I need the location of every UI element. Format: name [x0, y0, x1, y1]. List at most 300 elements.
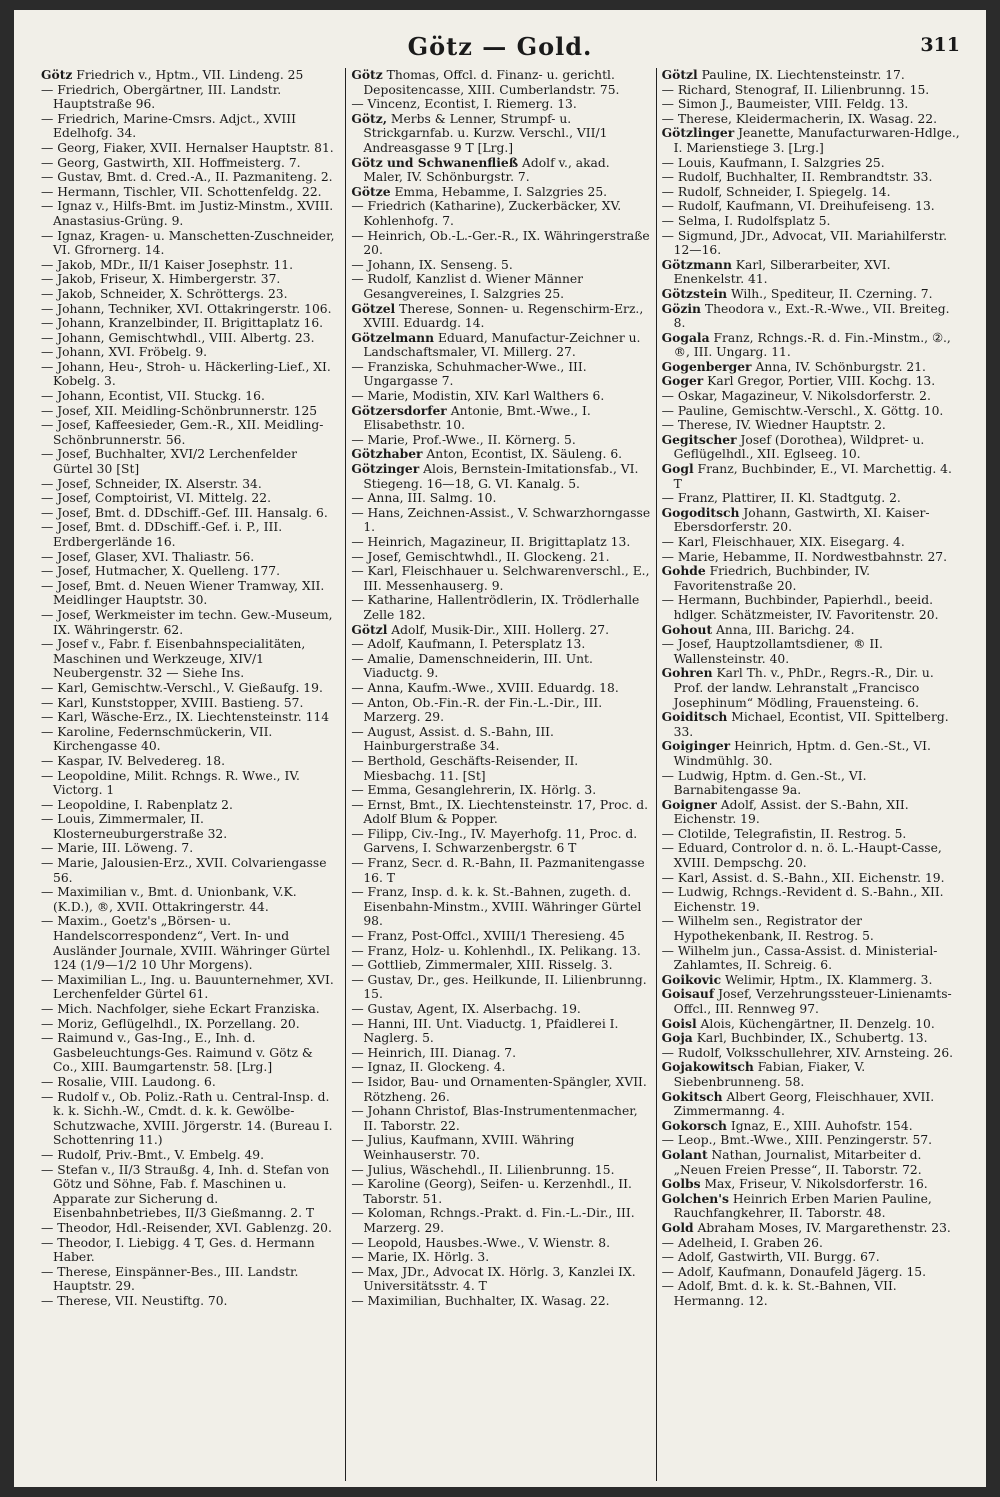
entry-text: — August, Assist. d. S.-Bahn, III. Hainburgerstraße 34.	[351, 724, 554, 754]
entry-text: — Amalie, Damenschneiderin, III. Unt. Viaductg. 9.	[351, 651, 593, 681]
entry-surname: Gogoditsch	[661, 504, 740, 520]
directory-entry	[351, 389, 650, 404]
directory-entry	[351, 856, 650, 885]
directory-entry	[662, 491, 961, 506]
entry-surname: Gold	[661, 1219, 694, 1235]
entry-text: — Anton, Ob.-Fin.-R. der Fin.-L.-Dir., III. Marzerg. 29.	[351, 695, 603, 725]
directory-entry	[662, 798, 961, 827]
entry-surname: Götze	[351, 183, 391, 199]
directory-entry	[351, 783, 650, 798]
entry-surname: Gokorsch	[661, 1117, 727, 1133]
directory-entry	[351, 1046, 650, 1061]
directory-entry	[351, 1236, 650, 1251]
entry-surname: Götzlinger	[661, 125, 735, 141]
entry-text: Karl Gregor, Portier, VIII. Kochg. 13.	[703, 374, 936, 389]
entry-text: — Karoline (Georg), Seifen- u. Kerzenhdl., II. Taborstr. 51.	[351, 1177, 632, 1206]
entry-text: — Leopold, Hausbes.-Wwe., V. Wienstr. 8.	[351, 1235, 611, 1250]
directory-entry	[351, 885, 650, 929]
entry-text: — Karl, Fleischhauer, XIX. Eisegarg. 4.	[661, 535, 905, 549]
directory-entry	[662, 885, 961, 914]
directory-entry	[662, 769, 961, 798]
entry-text: Michael, Econtist, VII. Spittelberg. 33.	[673, 710, 949, 739]
directory-entry	[662, 418, 961, 433]
entry-text: — Ludwig, Rchngs.-Revident d. S.-Bahn., XII. Eichenstr. 19.	[661, 885, 944, 914]
directory-entry	[662, 550, 961, 565]
entry-surname: Götz,	[351, 110, 387, 126]
directory-entry	[662, 185, 961, 200]
entry-text: — Friedrich (Katharine), Zuckerbäcker, XV. Kohlenhofg. 7.	[351, 199, 622, 228]
entry-text: — Richard, Stenograf, II. Lilienbrunng. 15.	[661, 82, 930, 97]
entry-text: — Ignaz, II. Glockeng. 4.	[351, 1060, 506, 1075]
entry-text: — Rudolf, Schneider, I. Spiegelg. 14.	[661, 184, 891, 199]
entry-text: — Maxim., Goetz's „Börsen- u. Handelscorrespondenz“, Vert. In- und Ausländer Journale, XVIII. Währinger Gürtel 124 (1/9—1/2 10 Uhr Morgens).	[41, 914, 330, 973]
entry-text: — Josef, Glaser, XVI. Thaliastr. 56.	[41, 549, 255, 564]
entry-text: — Karl, Wäsche-Erz., IX. Liechtensteinstr. 114	[41, 710, 330, 725]
directory-entry	[41, 491, 340, 506]
entry-text: — Katharine, Hallentrödlerin, IX. Trödlerhalle Zelle 182.	[351, 593, 640, 622]
entry-text: — Jakob, Schneider, X. Schröttergs. 23.	[41, 286, 288, 301]
directory-entry	[662, 170, 961, 185]
entry-text: — Josef, Schneider, IX. Alserstr. 34.	[41, 476, 262, 491]
directory-entry	[41, 1265, 340, 1294]
entry-surname: Gegitscher	[661, 431, 737, 447]
directory-entry	[662, 623, 961, 638]
entry-text: — Hans, Zeichnen-Assist., V. Schwarzhorngasse 1.	[351, 505, 651, 535]
entry-text: — Josef, Werkmeister im techn. Gew.-Museum, IX. Währingerstr. 62.	[41, 607, 333, 637]
directory-entry	[662, 83, 961, 98]
directory-entry	[662, 637, 961, 666]
directory-entry	[41, 973, 340, 1002]
directory-entry	[351, 1206, 650, 1235]
entry-text: — Therese, VII. Neustiftg. 70.	[41, 1293, 228, 1308]
directory-entry	[662, 1221, 961, 1236]
entry-text: — Rudolf v., Ob. Poliz.-Rath u. Central-Insp. d. k. k. Sichh.-W., Cmdt. d. k. k. Gewölbe-Schutzwache, XVIII. Jörgerstr. 14. (Bureau I. Schottenring 11.)	[41, 1089, 333, 1148]
directory-entry	[41, 83, 340, 112]
directory-entry	[662, 564, 961, 593]
directory-entry	[351, 593, 650, 622]
entry-text: Anna, III. Barichg. 24.	[712, 622, 855, 637]
entry-text: — Moriz, Geflügelhdl., IX. Porzellang. 20.	[41, 1016, 300, 1031]
entry-text: Alois, Bernstein-Imitationsfab., VI. Stiegeng. 16—18, G. VI. Kanalg. 5.	[363, 462, 639, 491]
entry-text: Anna, IV. Schönburgstr. 21.	[751, 359, 926, 374]
directory-entry	[351, 1075, 650, 1104]
entry-text: — Gustav, Dr., ges. Heilkunde, II. Lilienbrunng. 15.	[351, 972, 647, 1002]
directory-entry	[662, 1177, 961, 1192]
entry-text: Alois, Küchengärtner, II. Denzelg. 10.	[696, 1016, 935, 1031]
directory-entry	[41, 229, 340, 258]
directory-entry	[41, 112, 340, 141]
directory-entry	[351, 827, 650, 856]
entry-surname: Götz	[41, 68, 73, 82]
entry-text: — Gottlieb, Zimmermaler, XIII. Risselg. 3.	[351, 958, 613, 973]
entry-surname: Götzhaber	[351, 446, 423, 462]
entry-surname: Götzinger	[351, 461, 420, 477]
directory-entry	[41, 404, 340, 419]
directory-entry	[41, 506, 340, 521]
entry-surname: Golbs	[661, 1176, 701, 1192]
entry-text: — Josef, Hauptzollamtsdiener, ® II. Wallensteinstr. 40.	[661, 637, 883, 666]
directory-entry	[41, 914, 340, 972]
entry-text: — Wilhelm jun., Cassa-Assist. d. Ministerial-Zahlamtes, II. Schreig. 6.	[661, 943, 938, 973]
entry-text: Franz, Rchngs.-R. d. Fin.-Minstm., ②., ®, III. Ungarg. 11.	[673, 330, 951, 360]
directory-entry	[351, 681, 650, 696]
entry-text: — Filipp, Civ.-Ing., IV. Mayerhofg. 11, Proc. d. Garvens, I. Schwarzenbergstr. 6 T	[351, 826, 638, 856]
directory-entry	[662, 841, 961, 870]
entry-surname: Götzl	[351, 621, 388, 637]
directory-entry	[41, 520, 340, 549]
entry-text: — Johann, Heu-, Stroh- u. Häckerling-Lief., XI. Kobelg. 3.	[41, 359, 331, 389]
entry-text: Wilh., Spediteur, II. Czerning. 7.	[727, 286, 933, 301]
directory-entry	[662, 535, 961, 550]
directory-entry	[351, 272, 650, 301]
entry-text: Friedrich, Buchbinder, IV. Favoritenstraße 20.	[673, 564, 871, 593]
directory-entry	[351, 506, 650, 535]
entry-text: — Josef, XII. Meidling-Schönbrunnerstr. 125	[41, 403, 318, 418]
directory-entry	[41, 389, 340, 404]
directory-entry	[41, 696, 340, 711]
directory-entry	[41, 1090, 340, 1148]
entry-text: Heinrich, Hptm. d. Gen.-St., VI. Windmühlg. 30.	[673, 739, 931, 768]
directory-entry	[351, 1250, 650, 1265]
directory-entry	[351, 944, 650, 959]
directory-entry	[351, 302, 650, 331]
directory-entry	[662, 1279, 961, 1308]
directory-entry	[662, 506, 961, 535]
entry-text: — Heinrich, Ob.-L.-Ger.-R., IX. Währingerstraße 20.	[351, 228, 650, 258]
entry-text: — Therese, Einspänner-Bes., III. Landstr. Hauptstr. 29.	[41, 1264, 299, 1294]
entry-text: Max, Friseur, V. Nikolsdorferstr. 16.	[700, 1177, 928, 1192]
entry-text: — Marie, III. Löweng. 7.	[41, 841, 194, 856]
directory-entry	[351, 1104, 650, 1133]
entry-text: Adolf, Assist. der S.-Bahn, XII. Eichenstr. 19.	[673, 797, 909, 827]
directory-entry	[662, 871, 961, 886]
entry-text: Abraham Moses, IV. Margarethenstr. 23.	[693, 1220, 951, 1235]
directory-entry	[41, 68, 340, 83]
directory-entry	[351, 156, 650, 185]
directory-entry	[41, 725, 340, 754]
entry-text: — Jakob, Friseur, X. Himbergerstr. 37.	[41, 272, 281, 287]
entry-text: — Selma, I. Rudolfsplatz 5.	[661, 213, 831, 228]
directory-entry	[351, 623, 650, 638]
directory-entry	[351, 185, 650, 200]
entry-text: — Gustav, Agent, IX. Alserbachg. 19.	[351, 1002, 581, 1016]
entry-text: — Adelheid, I. Graben 26.	[661, 1235, 823, 1250]
entry-text: — Koloman, Rchngs.-Prakt. d. Fin.-L.-Dir., III. Marzerg. 29.	[351, 1206, 635, 1235]
directory-entry	[41, 447, 340, 476]
entry-text: Therese, Sonnen- u. Regenschirm-Erz., XVIII. Eduardg. 14.	[363, 301, 644, 331]
directory-entry	[351, 112, 650, 156]
running-head: Götz — Gold.	[407, 32, 593, 61]
entry-text: — Johann, Gemischtwhdl., VIII. Albertg. 23.	[41, 330, 315, 345]
entry-text: Friedrich v., Hptm., VII. Lindeng. 25	[72, 68, 304, 82]
directory-entry	[41, 1002, 340, 1017]
entry-text: — Josef, Gemischtwhdl., II. Glockeng. 21.	[351, 549, 610, 564]
directory-columns	[36, 68, 966, 1481]
entry-text: Theodora v., Ext.-R.-Wwe., VII. Breiteg. 8.	[673, 301, 950, 331]
entry-text: — Rudolf, Volksschullehrer, XIV. Arnsteing. 26.	[661, 1045, 954, 1060]
entry-surname: Gohde	[661, 563, 706, 579]
directory-entry	[41, 199, 340, 228]
directory-entry	[662, 214, 961, 229]
directory-entry	[662, 287, 961, 302]
entry-text: Fabian, Fiaker, V. Siebenbrunneng. 58.	[673, 1060, 866, 1089]
entry-surname: Golchen's	[661, 1190, 729, 1206]
entry-text: Adolf, Musik-Dir., XIII. Hollerg. 27.	[387, 622, 610, 637]
directory-entry	[351, 360, 650, 389]
entry-text: — Therese, Kleidermacherin, IX. Wasag. 22.	[661, 111, 938, 126]
directory-entry	[41, 141, 340, 156]
directory-entry	[41, 1163, 340, 1221]
entry-text: Karl, Buchbinder, IX., Schubertg. 13.	[692, 1031, 928, 1046]
entry-text: — Stefan v., II/3 Straußg. 4, Inh. d. Stefan von Götz und Söhne, Fab. f. Maschinen u. Apparate zur Sicherung d. Eisenbahnbetriebes, II/3 Gießmanng. 2. T	[41, 1162, 330, 1221]
directory-entry	[662, 666, 961, 710]
directory-entry	[41, 1075, 340, 1090]
directory-entry	[351, 1002, 650, 1017]
entry-text: Pauline, IX. Liechtensteinstr. 17.	[697, 68, 905, 82]
entry-text: — Josef, Buchhalter, XVI/2 Lerchenfelder Gürtel 30 [St]	[41, 447, 298, 477]
directory-entry	[41, 637, 340, 681]
entry-surname: Götzmann	[661, 256, 732, 272]
directory-entry	[41, 885, 340, 914]
entry-text: — Rosalie, VIII. Laudong. 6.	[41, 1074, 216, 1089]
entry-text: Eduard, Manufactur-Zeichner u. Landschaftsmaler, VI. Millerg. 27.	[363, 330, 641, 360]
entry-text: Karl Th. v., PhDr., Regrs.-R., Dir. u. Prof. der landw. Lehranstalt „Francisco Josephinum“ Mödling, Frauensteing. 6.	[673, 666, 934, 710]
directory-entry	[662, 389, 961, 404]
directory-entry	[662, 156, 961, 171]
entry-text: Franz, Buchbinder, E., VI. Marchettig. 4. T	[673, 462, 952, 491]
entry-text: — Julius, Kaufmann, XVIII. Währing Weinhauserstr. 70.	[351, 1133, 575, 1162]
entry-text: — Oskar, Magazineur, V. Nikolsdorferstr. 2.	[661, 389, 931, 404]
directory-entry	[41, 681, 340, 696]
entry-text: — Josef, Bmt. d. Neuen Wiener Tramway, XII. Meidlinger Hauptstr. 30.	[41, 578, 325, 608]
entry-text: — Heinrich, III. Dianag. 7.	[351, 1045, 517, 1060]
directory-entry	[41, 1017, 340, 1032]
directory-entry	[41, 345, 340, 360]
entry-text: Heinrich Erben Marien Pauline, Rauchfangkehrer, II. Taborstr. 48.	[673, 1191, 932, 1221]
entry-surname: Götzelmann	[351, 329, 435, 345]
directory-entry	[662, 1250, 961, 1265]
entry-text: — Franz, Plattirer, II. Kl. Stadtgutg. 2.	[661, 491, 901, 506]
entry-surname: Götzersdorfer	[351, 402, 447, 418]
entry-text: — Ignaz, Kragen- u. Manschetten-Zuschneider, VI. Gfrornerg. 14.	[41, 228, 335, 258]
entry-text: — Simon J., Baumeister, VIII. Feldg. 13.	[661, 97, 909, 112]
entry-text: Johann, Gastwirth, XI. Kaiser-Ebersdorferstr. 20.	[673, 505, 930, 535]
entry-text: — Johann, XVI. Fröbelg. 9.	[41, 345, 208, 360]
directory-entry	[351, 447, 650, 462]
directory-entry	[41, 170, 340, 185]
entry-text: — Mich. Nachfolger, siehe Eckart Franziska.	[41, 1002, 320, 1016]
entry-text: — Eduard, Controlor d. n. ö. L.-Haupt-Casse, XVIII. Dempschg. 20.	[661, 841, 942, 871]
directory-entry	[41, 754, 340, 769]
directory-entry	[662, 1060, 961, 1089]
entry-text: — Franz, Secr. d. R.-Bahn, II. Pazmanitengasse 16. T	[351, 856, 645, 885]
directory-page	[14, 10, 986, 1487]
entry-text: — Franz, Insp. d. k. k. St.-Bahnen, zugeth. d. Eisenbahn-Minstm., XVIII. Währinger Gürtel 98.	[351, 885, 642, 929]
directory-entry	[662, 1148, 961, 1177]
entry-text: — Josef, Bmt. d. DDschiff.-Gef. i. P., III. Erdbergerlände 16.	[41, 520, 283, 549]
entry-surname: Goisl	[661, 1015, 697, 1031]
entry-surname: Gogl	[661, 461, 694, 477]
directory-entry	[41, 316, 340, 331]
entry-surname: Gogenberger	[661, 358, 752, 374]
directory-entry	[662, 710, 961, 739]
entry-text: — Rudolf, Kanzlist d. Wiener Männer Gesangvereines, I. Salzgries 25.	[351, 272, 584, 301]
entry-surname: Goisauf	[661, 986, 715, 1002]
entry-text: — Adolf, Gastwirth, VII. Burgg. 67.	[661, 1250, 880, 1265]
directory-entry	[662, 302, 961, 331]
directory-entry	[662, 374, 961, 389]
directory-entry	[351, 433, 650, 448]
entry-text: — Marie, Hebamme, II. Nordwestbahnstr. 27.	[661, 549, 948, 564]
entry-text: Welimir, Hptm., IX. Klammerg. 3.	[721, 972, 933, 987]
entry-text: — Adolf, Kaufmann, Donaufeld Jägerg. 15.	[661, 1264, 927, 1279]
directory-entry	[351, 696, 650, 725]
entry-text: — Hermann, Buchbinder, Papierhdl., beeid. hdlger. Schätzmeister, IV. Favoritenstr. 20.	[661, 593, 939, 622]
directory-entry	[662, 827, 961, 842]
directory-entry	[41, 302, 340, 317]
directory-entry	[351, 1133, 650, 1162]
entry-surname: Gokitsch	[661, 1088, 723, 1104]
entry-text: — Marie, Jalousien-Erz., XVII. Colvariengasse 56.	[41, 856, 327, 885]
entry-surname: Götzel	[351, 300, 396, 316]
entry-surname: Goiditsch	[661, 709, 728, 725]
entry-text: — Wilhelm sen., Registrator der Hypothekenbank, II. Restrog. 5.	[661, 914, 874, 944]
entry-surname: Golant	[661, 1146, 708, 1162]
entry-text: Adolf v., akad. Maler, IV. Schönburgstr. 7.	[363, 155, 610, 185]
entry-surname: Götz und Schwanenfließ	[351, 154, 519, 170]
entry-text: — Ignaz v., Hilfs-Bmt. im Justiz-Minstm., XVIII. Anastasius-Grüng. 9.	[41, 199, 334, 228]
entry-text: — Karoline, Federnschmückerin, VII. Kirchengasse 40.	[41, 724, 273, 754]
entry-text: — Josef, Comptoirist, VI. Mittelg. 22.	[41, 491, 271, 506]
entry-text: — Friedrich, Obergärtner, III. Landstr. Hauptstraße 96.	[41, 82, 282, 112]
directory-entry	[41, 579, 340, 608]
entry-text: — Josef, Hutmacher, X. Quelleng. 177.	[41, 564, 281, 579]
directory-entry	[662, 199, 961, 214]
entry-surname: Goigner	[661, 796, 717, 812]
directory-entry	[41, 360, 340, 389]
directory-entry	[351, 1265, 650, 1294]
directory-entry	[41, 258, 340, 273]
entry-text: Antonie, Bmt.-Wwe., I. Elisabethstr. 10.	[363, 403, 591, 433]
entry-text: Anton, Econtist, IX. Säuleng. 6.	[422, 447, 623, 462]
directory-entry	[662, 404, 961, 419]
entry-text: — Adolf, Bmt. d. k. k. St.-Bahnen, VII. Hermanng. 12.	[661, 1279, 897, 1308]
entry-text: Karl, Silberarbeiter, XVI. Enenkelstr. 41.	[673, 257, 891, 287]
directory-entry	[662, 1031, 961, 1046]
entry-surname: Goiginger	[661, 738, 731, 754]
entry-surname: Götzstein	[661, 285, 728, 301]
entry-text: Thomas, Offcl. d. Finanz- u. gerichtl. Depositencasse, XIII. Cumberlandstr. 75.	[363, 68, 620, 97]
entry-text: — Hanni, III. Unt. Viaductg. 1, Pfaidlerei I. Naglerg. 5.	[351, 1016, 619, 1046]
entry-text: Josef, Verzehrungssteuer-Linienamts-Offcl., III. Rennweg 97.	[673, 987, 952, 1016]
directory-entry	[41, 156, 340, 171]
directory-entry	[351, 958, 650, 973]
directory-entry	[351, 199, 650, 228]
directory-entry	[351, 1163, 650, 1178]
page-header	[14, 32, 986, 72]
directory-entry	[41, 1236, 340, 1265]
entry-surname: Goger	[661, 373, 704, 389]
entry-text: — Marie, Prof.-Wwe., II. Körnerg. 5.	[351, 432, 576, 447]
entry-surname: Gohren	[661, 665, 713, 681]
entry-text: — Franziska, Schuhmacher-Wwe., III. Ungargasse 7.	[351, 359, 587, 389]
directory-entry	[351, 637, 650, 652]
directory-entry	[351, 1060, 650, 1075]
column-2	[345, 68, 655, 1481]
entry-text: — Clotilde, Telegrafistin, II. Restrog. 5.	[661, 826, 907, 841]
entry-text: Jeanette, Manufacturwaren-Hdlge., I. Marienstiege 3. [Lrg.]	[673, 126, 960, 155]
column-1	[36, 68, 345, 1481]
directory-entry	[351, 229, 650, 258]
entry-text: — Raimund v., Gas-Ing., E., Inh. d. Gasbeleuchtungs-Ges. Raimund v. Götz & Co., XIII. Baumgartenstr. 58. [Lrg.]	[41, 1031, 313, 1075]
entry-text: — Julius, Wäschehdl., II. Lilienbrunng. 15.	[351, 1162, 615, 1177]
entry-text: — Anna, III. Salmg. 10.	[351, 491, 497, 506]
entry-text: — Hermann, Tischler, VII. Schottenfeldg. 22.	[41, 184, 322, 199]
directory-entry	[662, 258, 961, 287]
directory-entry	[41, 812, 340, 841]
directory-entry	[41, 769, 340, 798]
directory-entry	[351, 798, 650, 827]
page-number: 311	[920, 34, 960, 56]
entry-surname: Goikovic	[661, 971, 722, 987]
entry-text: — Therese, IV. Wiedner Hauptstr. 2.	[661, 418, 886, 433]
directory-entry	[351, 564, 650, 593]
directory-entry	[41, 841, 340, 856]
directory-entry	[351, 1177, 650, 1206]
directory-entry	[662, 112, 961, 127]
directory-entry	[41, 608, 340, 637]
entry-text: — Josef v., Fabr. f. Eisenbahnspecialitäten, Maschinen und Werkzeuge, XIV/1 Neubergenstr. 32 — Siehe Ins.	[41, 637, 306, 681]
directory-entry	[351, 462, 650, 491]
directory-entry	[662, 1046, 961, 1061]
entry-text: — Theodor, Hdl.-Reisender, XVI. Gablenzg. 20.	[41, 1220, 332, 1235]
entry-surname: Götz	[351, 68, 383, 82]
entry-text: — Kaspar, IV. Belvedereg. 18.	[41, 753, 226, 768]
directory-entry	[41, 564, 340, 579]
directory-entry	[662, 1192, 961, 1221]
directory-entry	[662, 1017, 961, 1032]
entry-text: — Jakob, MDr., II/1 Kaiser Josephstr. 11.	[41, 257, 293, 272]
directory-entry	[351, 68, 650, 97]
entry-text: — Johann, IX. Senseng. 5.	[351, 257, 513, 272]
entry-text: — Max, JDr., Advocat IX. Hörlg. 3, Kanzlei IX. Universitätsstr. 4. T	[351, 1264, 636, 1294]
directory-entry	[662, 944, 961, 973]
directory-entry	[662, 1133, 961, 1148]
directory-entry	[662, 1090, 961, 1119]
entry-text: — Marie, IX. Hörlg. 3.	[351, 1250, 490, 1265]
entry-text: — Theodor, I. Liebigg. 4 T, Ges. d. Hermann Haber.	[41, 1235, 315, 1265]
directory-entry	[41, 185, 340, 200]
entry-surname: Gogala	[661, 329, 710, 345]
directory-entry	[351, 404, 650, 433]
directory-entry	[351, 550, 650, 565]
directory-entry	[351, 535, 650, 550]
directory-entry	[41, 856, 340, 885]
directory-entry	[41, 710, 340, 725]
entry-text: — Isidor, Bau- und Ornamenten-Spängler, XVII. Rötzheng. 26.	[351, 1074, 647, 1104]
entry-text: — Maximilian L., Ing. u. Bauunternehmer, XVI. Lerchenfelder Gürtel 61.	[41, 972, 334, 1002]
directory-entry	[41, 331, 340, 346]
entry-text: — Gustav, Bmt. d. Cred.-A., II. Pazmaniteng. 2.	[41, 170, 333, 185]
entry-text: — Karl, Assist. d. S.-Bahn., XII. Eichenstr. 19.	[661, 870, 945, 885]
entry-text: — Maximilian, Buchhalter, IX. Wasag. 22.	[351, 1293, 610, 1308]
entry-text: — Johann, Techniker, XVI. Ottakringerstr. 106.	[41, 301, 332, 316]
column-3	[656, 68, 966, 1481]
entry-text: — Georg, Gastwirth, XII. Hoffmeisterg. 7.	[41, 155, 301, 170]
directory-entry	[662, 126, 961, 155]
entry-text: — Louis, Zimmermaler, II. Klosterneuburgerstraße 32.	[41, 812, 228, 841]
entry-text: — Rudolf, Priv.-Bmt., V. Embelg. 49.	[41, 1147, 265, 1162]
